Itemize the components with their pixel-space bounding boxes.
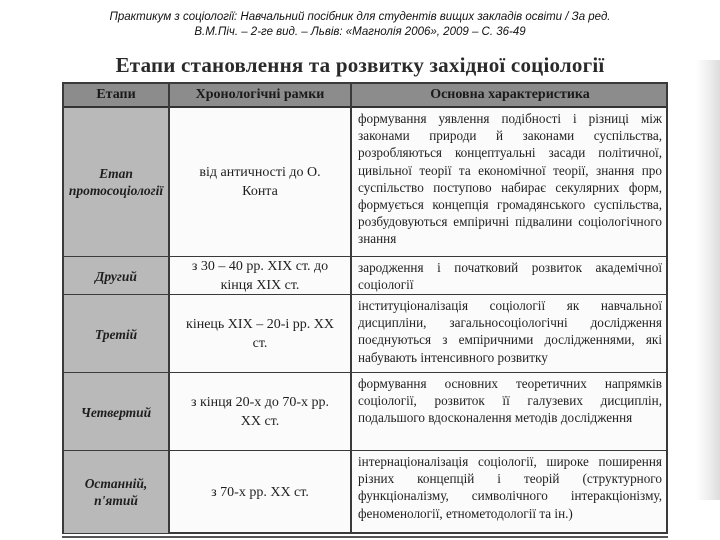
- period-cell: з кінця 20-х до 70-х рр. ХХ ст.: [190, 395, 330, 429]
- header-characteristics: Основна характеристика: [430, 87, 590, 102]
- stage-cell: Четвертий: [64, 373, 168, 451]
- period-cell: кінець ХІХ – 20-і рр. ХХ ст.: [186, 317, 334, 351]
- bottom-rule: [62, 536, 668, 538]
- page-title: Етапи становлення та розвитку західної соціології: [115, 53, 605, 77]
- table-row: [64, 294, 666, 373]
- stage-cell: Другий: [64, 257, 168, 295]
- table-row: [64, 372, 666, 451]
- table-row: [64, 256, 666, 295]
- stage-cell: Етап протосоціології: [64, 108, 168, 256]
- period-cell: з 70-х рр. ХХ ст.: [211, 484, 309, 500]
- period-cell: від античності до О. Конта: [199, 165, 321, 199]
- table-row: [64, 108, 666, 256]
- header-stages: Етапи: [96, 87, 136, 102]
- stage-cell: Останній, п'ятий: [64, 451, 168, 533]
- description-cell: формування основних теоретичних напрямків соціології, розвиток її галузевих дисциплін, подальшого вдосконалення методів дослідження: [358, 376, 662, 426]
- description-cell: інтернаціоналізація соціології, широке поширення різних концепцій і теорій (структурного функціоналізму, символічного інтеракціонізму, феноменології, етнометодології та ін.): [358, 454, 662, 521]
- column-divider: [350, 84, 352, 532]
- description-cell: інституціоналізація соціології як навчальної дисципліни, загальносоціологічні дослідження поєднуються з емпіричними дослідженнями, які набувають інтенсивного розвитку: [358, 298, 662, 365]
- citation-line-1: Практикум з соціології: Навчальний посібник для студентів вищих закладів освіти / За ред.: [109, 11, 611, 23]
- period-cell: з 30 – 40 рр. ХІХ ст. до кінця ХІХ ст.: [191, 259, 329, 293]
- description-cell: зародження і початковий розвиток академічної соціології: [358, 260, 662, 293]
- stages-table: [62, 82, 668, 534]
- description-cell: формування уявлення подібності і різниці між законами природи й законами суспільства, розробляються концептуальні засади політичної, цивільної теорії та економічної теорії, знання про суспільство поступово набирає секулярних форм, формується концепція громадянського суспільства, розбудовуються емпіричні підвалини соціологічного знання: [358, 111, 662, 247]
- stage-cell: Третій: [64, 295, 168, 373]
- citation-line-2: В.М.Піч. – 2-ге вид. – Львів: «Магнолія 2006», 2009 – С. 36-49: [194, 26, 526, 38]
- table-header-row: [64, 84, 666, 108]
- column-divider: [168, 84, 170, 532]
- source-citation: [0, 10, 720, 40]
- scan-shadow-edge: [696, 60, 720, 500]
- header-chronology: Хронологічні рамки: [195, 87, 325, 102]
- table-row: [64, 450, 666, 533]
